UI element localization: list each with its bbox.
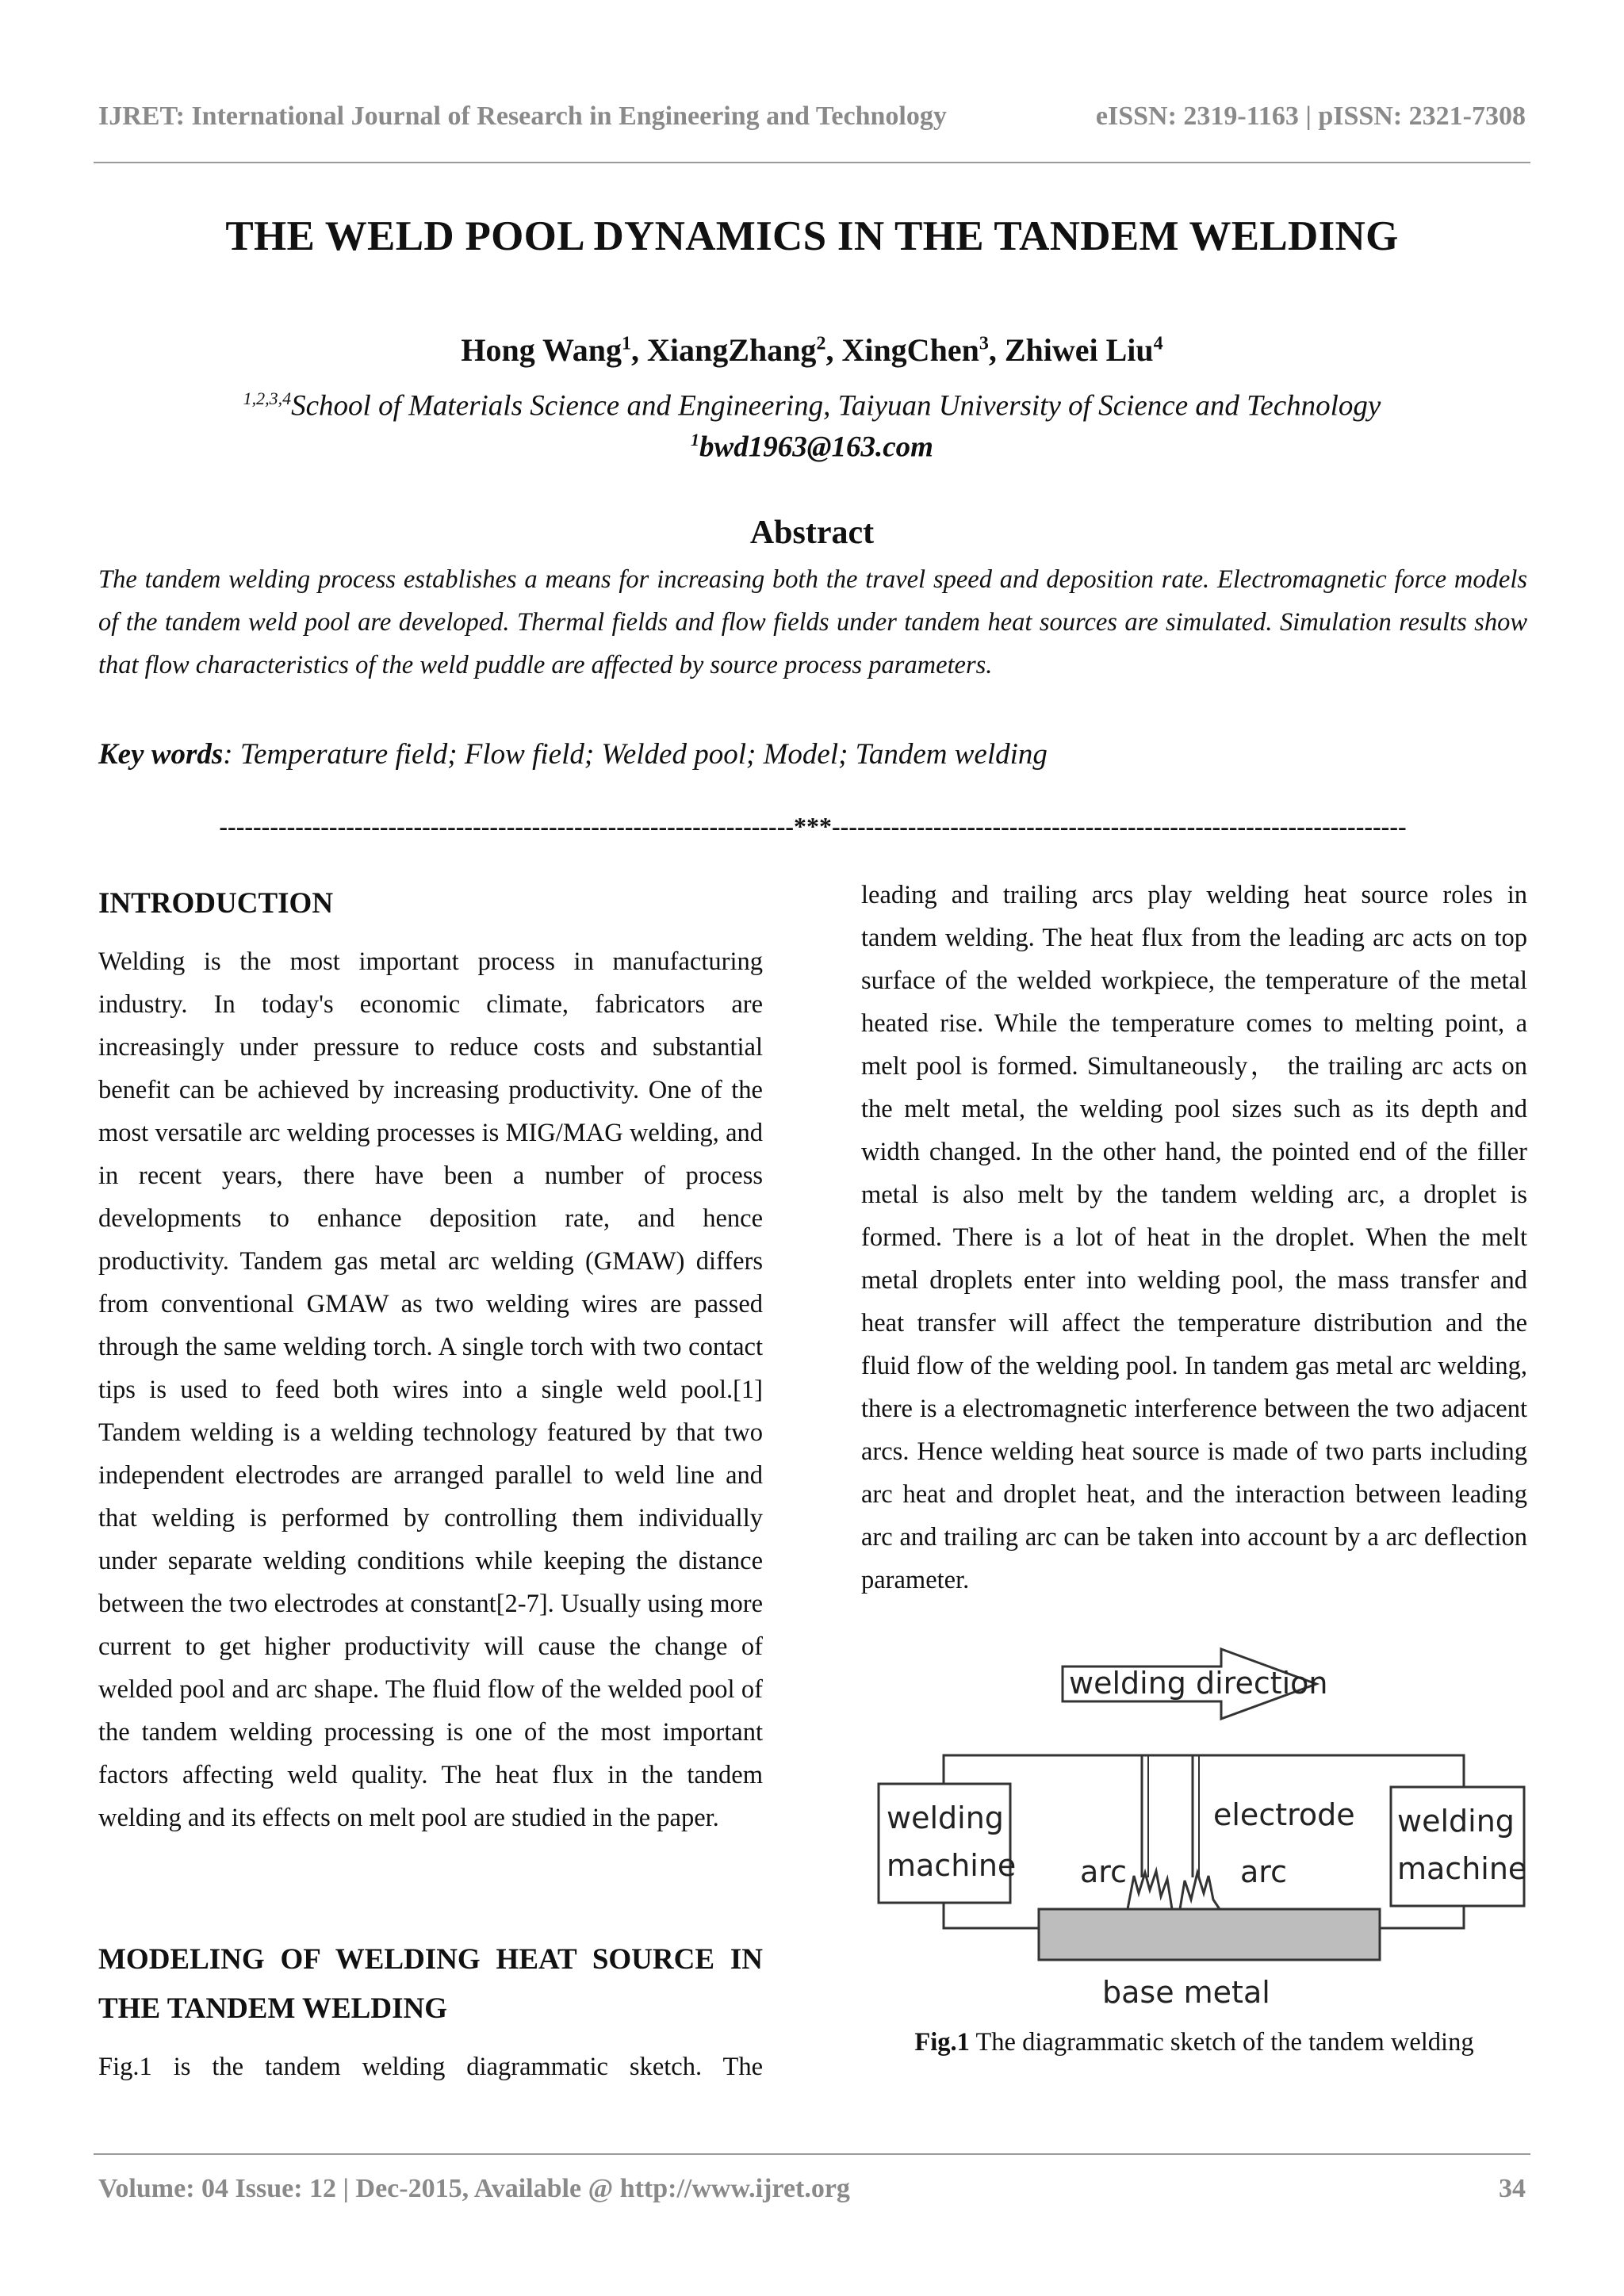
direction-label: welding direction (1069, 1666, 1328, 1701)
arc-right-flame (1180, 1873, 1220, 1909)
corresponding-email (98, 430, 1526, 464)
wire-bottom-right (1380, 1906, 1464, 1928)
author-list (98, 331, 1526, 369)
keywords (98, 737, 1527, 771)
modeling-text: Fig.1 is the tandem welding diagrammatic sketch. The (98, 2053, 763, 2081)
figure-caption (861, 2028, 1527, 2057)
paper-title: THE WELD POOL DYNAMICS IN THE TANDEM WELDING (225, 213, 1399, 259)
affiliation-text: School of Materials Science and Engineering, Taiyuan University of Science and Technology (291, 389, 1381, 423)
arc-left-label: arc (1080, 1854, 1127, 1889)
introduction-text: Welding is the most important process in manufacturing industry. In today's economic climate, fabricators are increasingly under pressure to reduce costs and substantial benefit can be achieved by increasing productivity. One of the most versatile arc welding processes is MIG/MAG welding, and in recent years, there have been a number of process developments to enhance deposition rate, and hence productivity. Tandem gas metal arc welding (GMAW) differs from conventional GMAW as two welding wires are passed through the same welding torch. A single torch with two contact tips is used to feed both wires into a single weld pool.[1] Tandem welding is a welding technology featured by that two independent electrodes are arranged parallel to weld line and that welding is performed by controlling them individually under separate welding conditions while keeping the distance between the two electrodes at constant[2-7]. Usually using more current to get higher productivity will cause the change of welded pool and arc shape. The fluid flow of the welded pool of the tandem welding processing is one of the most important factors affecting weld quality. The heat flux in the tandem welding and its effects on melt pool are studied in the paper. (98, 947, 763, 1832)
author-name: Hong Wang (461, 332, 622, 368)
caption-text: The diagrammatic sketch of the tandem welding (969, 2028, 1474, 2057)
header-divider (94, 162, 1530, 163)
base-metal (1039, 1909, 1380, 1960)
journal-name: IJRET: International Journal of Research in Engineering and Technology (98, 101, 947, 131)
author-sep: , (825, 332, 842, 368)
right-column-text: leading and trailing arcs play welding heat source roles in tandem welding. The heat flux from the leading arc acts on top surface of the welded workpiece, the temperature of the metal heated rise. While the temperature comes to melting point, a melt pool is formed. Simultaneously， the trailing arc acts on the melt metal, the welding pool sizes such as its depth and width changed. In the other hand, the pointed end of the filler metal is also melt by the tandem welding arc, a droplet is formed. There is a lot of heat in the droplet. When the melt metal droplets enter into welding pool, the mass transfer and heat transfer will affect the temperature distribution and the fluid flow of the welding pool. In tandem gas metal arc welding, there is a electromagnetic interference between the two adjacent arcs. Hence welding heat source is made of two parts including arc heat and droplet heat, and the interaction between leading arc and trailing arc can be taken into account by a arc deflection parameter. (861, 881, 1527, 1594)
author-name: XiangZhang (647, 332, 817, 368)
author-sep: , (631, 332, 648, 368)
right-machine-line1: welding (1397, 1804, 1515, 1839)
left-machine-line1: welding (887, 1800, 1004, 1835)
base-metal-label: base metal (1102, 1975, 1270, 2010)
volume-info: Volume: 04 Issue: 12 | Dec-2015, Available @ http://www.ijret.org (98, 2174, 850, 2203)
keywords-label: Key words (98, 738, 224, 771)
arc-left-flame (1128, 1871, 1172, 1909)
author-sup: 3 (979, 333, 989, 354)
affiliation (98, 388, 1526, 423)
author-name: XingChen (841, 332, 979, 368)
introduction-heading: INTRODUCTION (98, 887, 334, 920)
author-sep: , (988, 332, 1005, 368)
affiliation-sup: 1,2,3,4 (243, 388, 292, 408)
left-machine-line2: machine (887, 1848, 1017, 1883)
tandem-welding-figure (872, 1638, 1527, 2019)
author-name: Zhiwei Liu (1004, 332, 1154, 368)
section-separator: --------------------------------------------------------------------***-------------------------------------------------------------------- (219, 812, 1407, 840)
author-sup: 2 (816, 333, 826, 354)
running-footer (98, 2169, 1526, 2209)
wire-top (944, 1755, 1464, 1787)
keywords-text: : Temperature field; Flow field; Welded pool; Model; Tandem welding (223, 738, 1048, 771)
modeling-heading-line2: THE TANDEM WELDING (98, 1992, 447, 2025)
abstract-text: The tandem welding process establishes a means for increasing both the travel speed and deposition rate. Electromagnetic force models of the tandem weld pool are developed. Thermal fields and flow fields under tandem heat sources are simulated. Simulation results show that flow characteristics of the weld puddle are affected by source process parameters. (98, 565, 1527, 679)
caption-label: Fig.1 (914, 2028, 970, 2057)
page-number: 34 (1499, 2174, 1526, 2203)
arc-right-label: arc (1240, 1854, 1287, 1889)
modeling-heading-line1: MODELING OF WELDING HEAT SOURCE IN (98, 1943, 763, 1976)
running-header (98, 97, 1526, 136)
author-sup: 4 (1153, 333, 1163, 354)
issn-info: eISSN: 2319-1163 | pISSN: 2321-7308 (1095, 101, 1526, 131)
footer-divider (94, 2153, 1530, 2155)
right-machine-line2: machine (1397, 1851, 1527, 1886)
abstract-heading: Abstract (749, 515, 875, 551)
wire-bottom-left (944, 1903, 1039, 1928)
electrode-label: electrode (1213, 1797, 1355, 1832)
email-text: bwd1963@163.com (699, 430, 933, 464)
email-sup: 1 (691, 430, 700, 450)
author-sup: 1 (622, 333, 632, 354)
